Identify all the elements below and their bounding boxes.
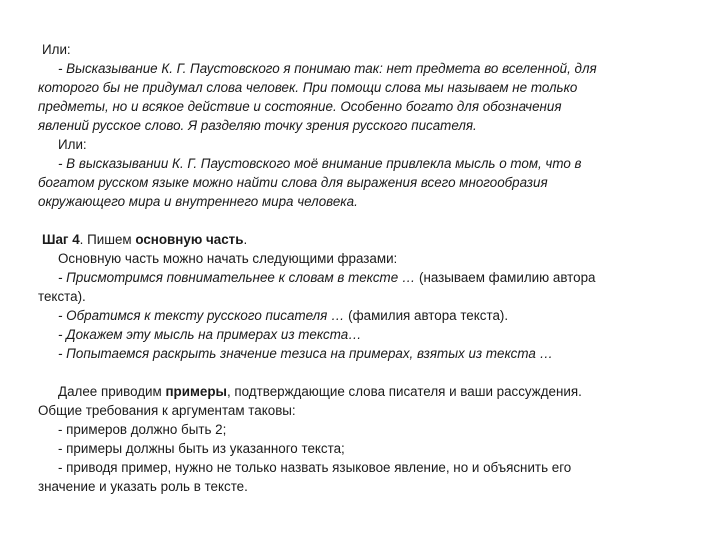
step4-number: Шаг 4 [42, 232, 80, 247]
phrase-note: (фамилия автора текста). [344, 308, 509, 323]
phrase-note: (называем фамилию автора [415, 270, 596, 285]
phrase-italic: - Присмотримся повнимательнее к словам в тексте … [58, 270, 416, 285]
step4-title-end: . [243, 232, 248, 247]
quote1-line: которого бы не придумал слова человек. При помощи слова мы называем не только [38, 80, 578, 95]
requirement-item: - примеров должно быть 2; [58, 422, 227, 437]
examples-intro-pre: Далее приводим [58, 384, 166, 399]
document-page [38, 40, 678, 496]
phrase-item: - Попытаемся раскрыть значение тезиса на примерах, взятых из текста … [58, 346, 553, 361]
examples-intro-post: , подтверждающие слова писателя и ваши рассуждения. [226, 384, 582, 399]
quote1-line: - Высказывание К. Г. Паустовского я понимаю так: нет предмета во вселенной, для [58, 61, 597, 76]
requirements-lead: Общие требования к аргументам таковы: [38, 403, 296, 418]
phrase-continuation: текста). [38, 289, 86, 304]
quote1-line: предметы, но и всякое действие и состояние. Особенно богато для обозначения [38, 99, 562, 114]
or-label: Или: [58, 137, 87, 152]
step4-lead: Основную часть можно начать следующими фразами: [58, 251, 398, 266]
requirement-continuation: значение и указать роль в тексте. [38, 479, 248, 494]
spacer [38, 363, 678, 382]
quote1-line: явлений русское слово. Я разделяю точку зрения русского писателя. [38, 118, 477, 133]
step4-heading [38, 230, 678, 249]
or-label: Или: [42, 42, 71, 57]
spacer [38, 211, 678, 230]
quote2-line: окружающего мира и внутреннего мира человека. [38, 194, 358, 209]
phrase-item: - Докажем эту мысль на примерах из текста… [58, 327, 362, 342]
phrase-italic: - Обратимся к тексту русского писателя … [58, 308, 345, 323]
phrase-item [38, 306, 678, 325]
requirement-item: - примеры должны быть из указанного текста; [58, 441, 345, 456]
quote2-line: - В высказывании К. Г. Паустовского моё внимание привлекла мысль о том, что в [58, 156, 582, 171]
examples-intro-bold: примеры [165, 384, 227, 399]
step4-title-bold: основную часть [135, 232, 244, 247]
requirement-item: - приводя пример, нужно не только назвать языковое явление, но и объяснить его [58, 460, 572, 475]
phrase-item [38, 268, 678, 287]
step4-title-middle: . Пишем [79, 232, 136, 247]
examples-intro [38, 382, 678, 401]
quote2-line: богатом русском языке можно найти слова для выражения всего многообразия [38, 175, 548, 190]
